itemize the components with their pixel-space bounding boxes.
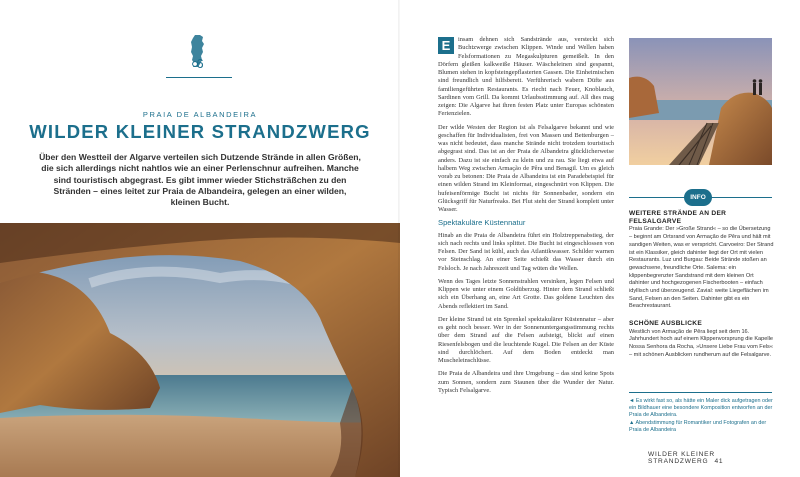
info-badge: INFO <box>684 189 712 206</box>
info-box-beaches <box>629 210 775 311</box>
body-paragraph-5: Der kleine Strand ist ein Sprenkel spektakulärer Küstennatur – aber es geht noch besser. Wer in der Sonnenuntergangsstimmung rechts über dem Strand auf die Felsen aufsteigt, blickt auf einen Riesenfelsbogen und die leuchtende Kugel. Die Felsen an der Küste sind durchlöchert. Auf dem Boden entdeckt man Muscheleinschlüsse. <box>438 315 614 364</box>
page-number: 41 <box>714 458 724 465</box>
caption-2: ▲ Abendstimmung für Romantiker und Fotografen an der Praia de Albandeira <box>629 420 767 433</box>
info-text-beaches: Praia Grande: Der »Große Strand« – so die Übersetzung – beginnt am Ortsrand von Armação de Pêra und hält mit sandigen Weiten, was er verspricht. Carvoeiro: Der Strand ist ein Klassiker, gleich dahinter liegt der Ort mit vielen Restaurants. Luz und Burgau: Beide Strände stoßen an gewachsene, freundliche Orte. Salema: ein klippenbegrenzter Sandstrand mit dem kleinen Ort dahinter und hochgezogenen Fischerbooten – einfach idyllisch und überzeugend. Zavial: weite Liegeflächen im Sand, Felsen an den Seiten. Dahinter gibt es ein Beachrestaurant. <box>629 226 774 310</box>
kicker: PRAIA DE ALBANDEIRA <box>142 110 258 119</box>
cliff-boardwalk-photo <box>629 38 772 165</box>
body-paragraph-6: Die Praia de Albandeira und ihre Umgebung – das sind keine Spots zum Sonnen, sondern zum Staunen über die Wunder der Natur. Typisch Felsalgarve. <box>438 370 614 394</box>
info-text-views: Westlich von Armação de Pêra liegt seit dem 16. Jahrhundert hoch auf einem Klippenvorsprung die Kapelle Nossa Senhora da Rocha, »Unsere Liebe Frau vom Fels« – mit schönen Ausblicken rundherum auf die Felsalgarve. <box>629 328 773 358</box>
subheading: Spektakuläre Küstennatur <box>438 218 526 228</box>
page-title: WILDER KLEINER STRANDZWERG <box>29 121 371 142</box>
drop-cap: E <box>438 37 454 54</box>
sea-arch-photo <box>0 223 400 477</box>
running-title: WILDER KLEINER STRANDZWERG <box>648 451 715 465</box>
chapter-number: 6 <box>196 56 204 71</box>
info-rule-bottom <box>629 392 772 393</box>
chapter-rule <box>166 77 232 78</box>
body-paragraph-1: E insam dehnen sich Sandstrände aus, versteckt sich Buchtzwerge zwischen Klippen. Winde und Wellen haben Felsformationen zu Megaskulpturen gemeißelt. In den Dörfern gleißen kalkweiße Häuser. Wäscheleinen sind gespannt, Blumen stehen in kopfsteingepflasterten Gassen. Die Einheimischen sind freundlich und hilfsbereit. Verführerisch wabern Düfte aus familiengeführten Restaurants. Es riecht nach Feuer, Knoblauch, Sardinen vom Grill. Da kommt Urlaubsstimmung auf. All dies mag zeigen: Die Algarve hat ihren festen Platz unter Europas schönsten Ferienzielen. <box>438 36 614 118</box>
body-paragraph-2: Der wilde Westen der Region ist als Felsalgarve bekannt und wie geschaffen für Individualisten, frei von Massen und Bettenburgen – was nicht bedeutet, dass manche Strände nicht trotzdem touristisch abgegrast sind. Das ist an der Praia de Albandeira glücklicherweise anders. Dazu ist sie einfach zu klein und zu rau. Sie liegt etwa auf halbem Weg zwischen Armação de Pêra und Benagil. Um es gleich vorab zu betonen: Die Praia de Albandeira ist ein Paradebeispiel für einen wilden Strand im Kleinformat, eingeschnürt von Klippen. Die hufeisenförmige Bucht ist nichts für Sonnenbader, sondern ein Glücksgriff für Naturfreaks. Bei Flut steht der Strand komplett unter Wasser. <box>438 123 614 213</box>
right-page <box>400 0 800 477</box>
body-paragraph-3: Hinab an die Praia de Albandeira führt ein Holztreppenabstieg, der sich nach rechts und links splittet. Die Bucht ist eingeschlossen von Felsen. Der Sand ist kühl, auch das Atlantikwasser. Schilder warnen vor Steinschlag. An einer Seite schießt das Wasser durch ein Felsloch. Je nach Jahreszeit und Tag wüten die Wellen. <box>438 231 614 272</box>
caption-1: ◄ Es wirkt fast so, als hätte ein Maler dick aufgetragen oder ein Bildhauer eine besondere Komposition entworfen an der Praia de Albandeira. <box>629 398 773 418</box>
photo-captions <box>629 398 775 435</box>
info-heading-views: SCHÖNE AUSBLICKE <box>629 320 703 327</box>
info-heading-beaches: WEITERE STRÄNDE AN DER FELSALGARVE <box>629 210 727 225</box>
lead-paragraph: Über den Westteil der Algarve verteilen sich Dutzende Strände in allen Größen, die sich allerdings nicht nahtlos wie an einer Perlenschnur aufreihen. Manche sind touristisch abgegrast. Es gibt immer wieder Stichsträßchen zu den Stränden – eines leitet zur Praia de Albandeira, gelegen an einer wilden, kleinen Bucht. <box>39 152 361 208</box>
info-box-views <box>629 320 775 360</box>
body-column <box>438 36 614 400</box>
page-footer <box>648 451 768 465</box>
body-paragraph-4: Wenn des Tages letzte Sonnenstrahlen versinken, legen Felsen und Klippen wie unter einem Goldüberzug. Hinter dem Strand schließt sich ein Überhang an, eine Art Grotte. Das goldene Leuchten des Abends reflektiert im Sand. <box>438 277 614 310</box>
